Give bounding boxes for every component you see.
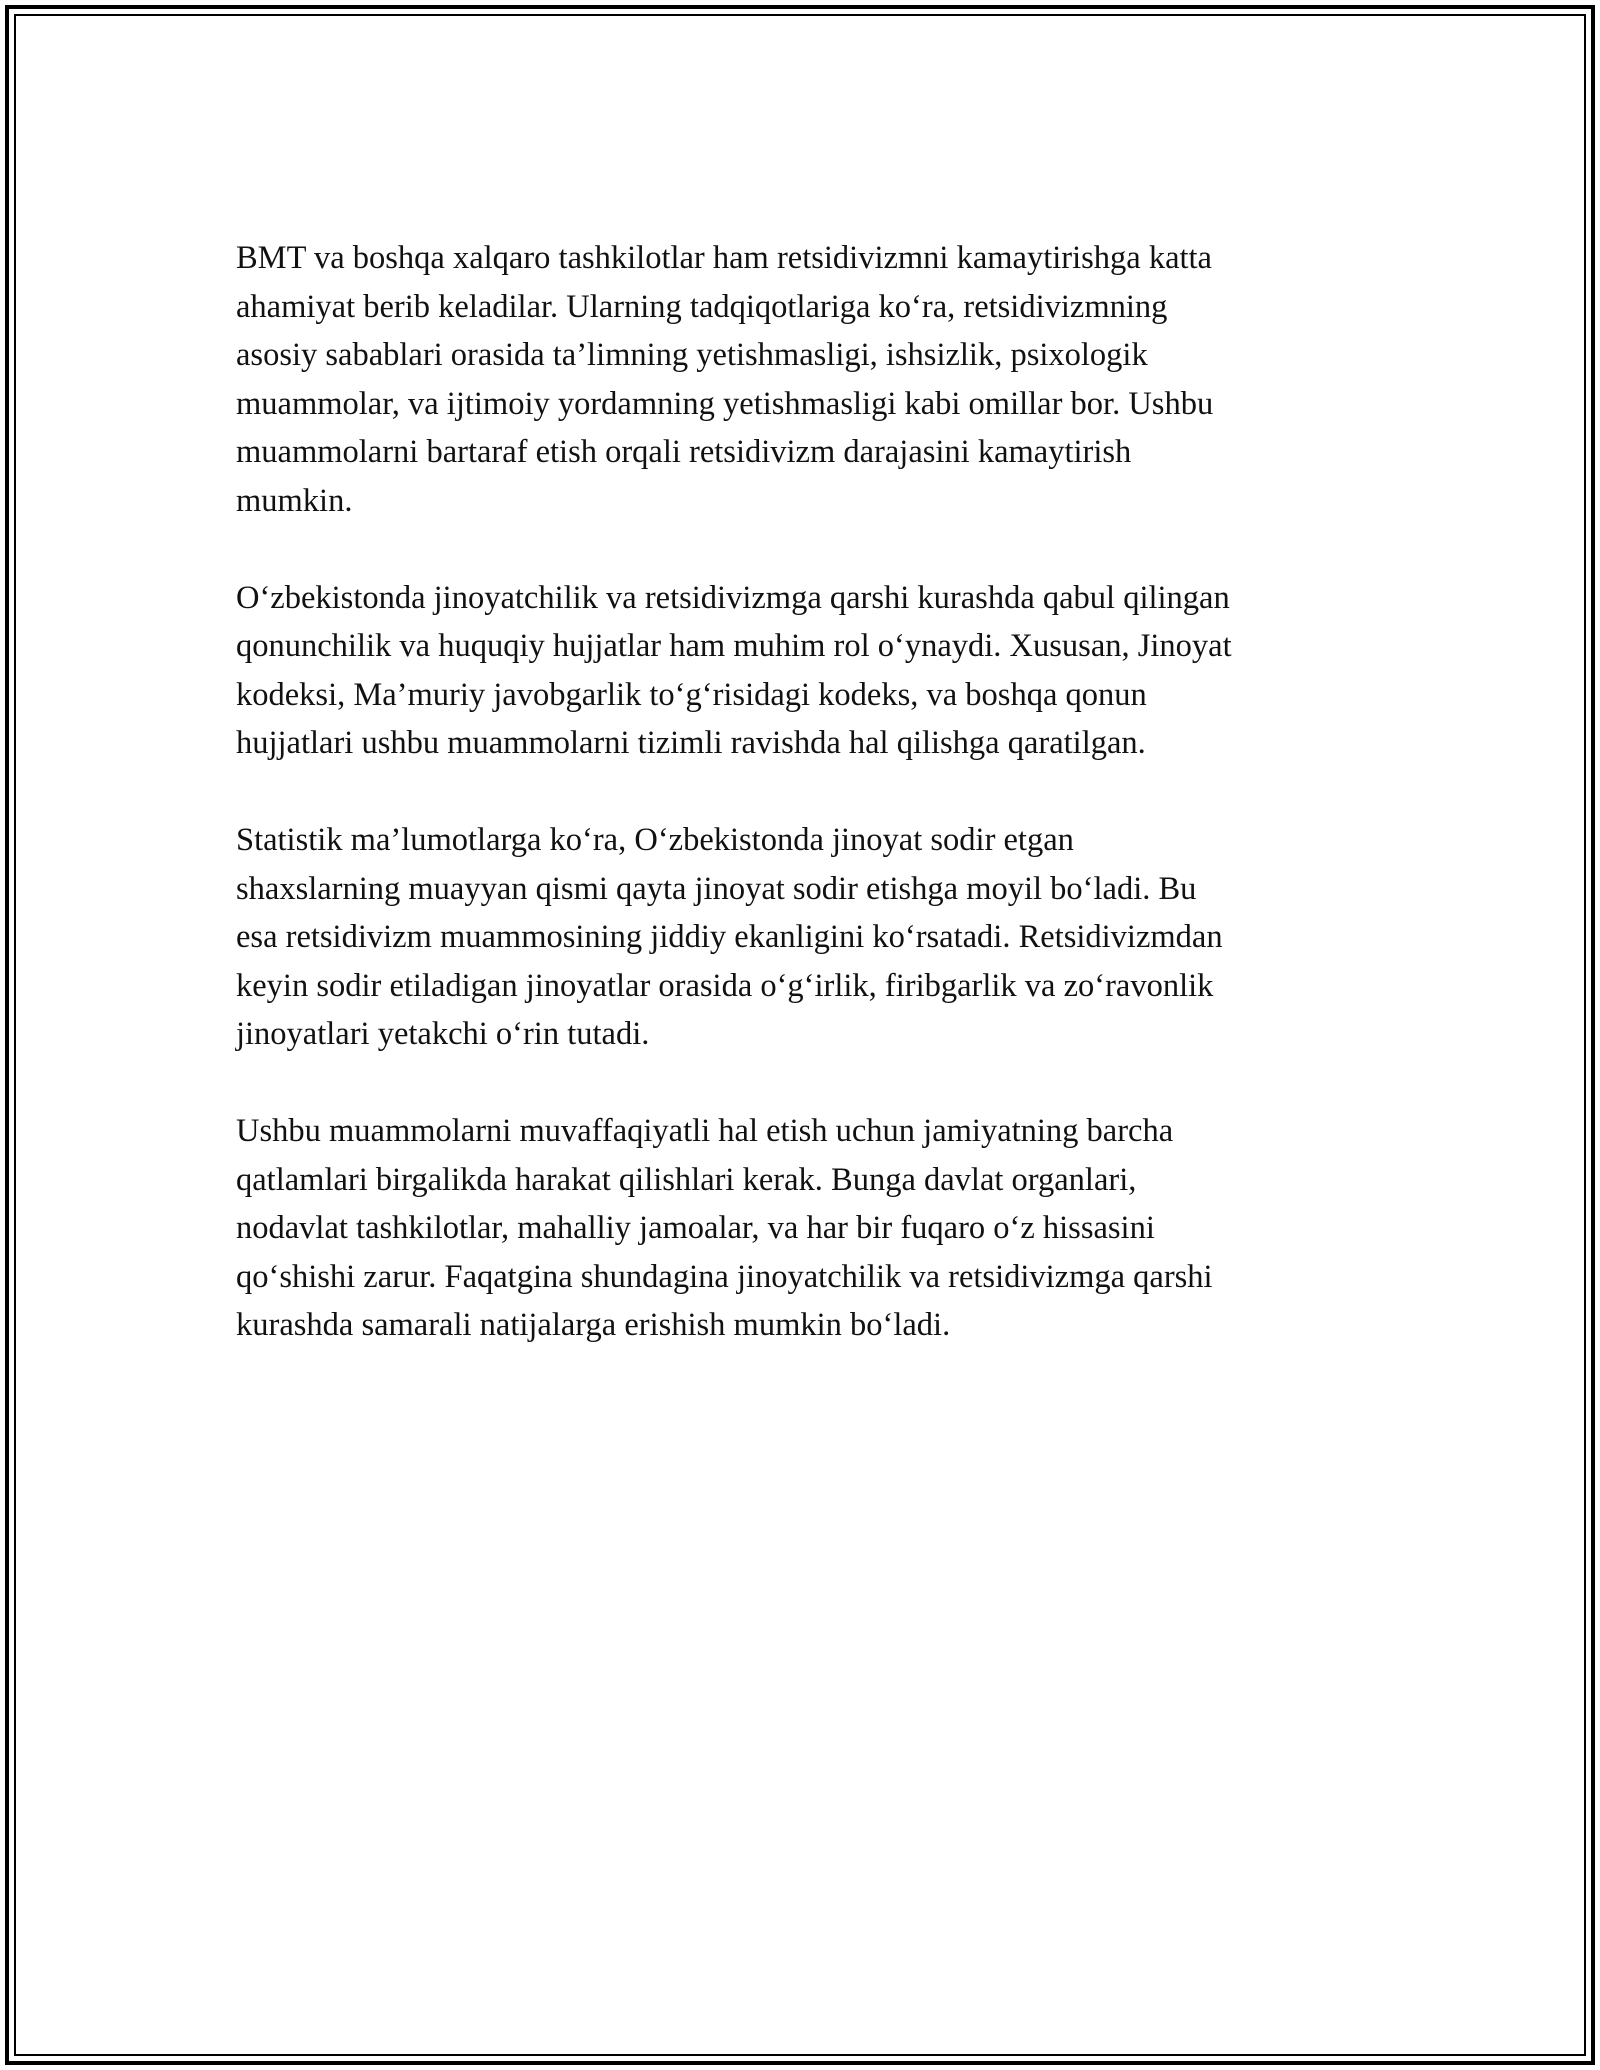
paragraph-legislation: O‘zbekistonda jinoyatchilik va retsidivizmga qarshi kurashda qabul qilingan qonunchilik va huquqiy hujjatlar ham muhim rol o‘ynaydi. Xususan, Jinoyat kodeksi, Ma’muriy javobgarlik to‘g‘risidagi kodeks, va boshqa qonun hujjatlari ushbu muammolarni tizimli ravishda hal qilishga qaratilgan. (236, 579, 1232, 761)
paragraph-society-cooperation: Ushbu muammolarni muvaffaqiyatli hal etish uchun jamiyatning barcha qatlamlari birgalikda harakat qilishlari kerak. Bunga davlat organlari, nodavlat tashkilotlar, mahalliy jamoalar, va har bir fuqaro o‘z hissasini qo‘shishi zarur. Faqatgina shundagina jinoyatchilik va retsidivizmga qarshi kurashda samarali natijalarga erishish mumkin bo‘ladi. (236, 1113, 1213, 1343)
paragraph-statistics: Statistik ma’lumotlarga ko‘ra, O‘zbekistonda jinoyat sodir etgan shaxslarning muayyan qismi qayta jinoyat sodir etishga moyil bo‘ladi. Bu esa retsidivizm muammosining jiddiy ekanligini ko‘rsatadi. Retsidivizmdan keyin sodir etiladigan jinoyatlar orasida o‘g‘irlik, firibgarlik va zo‘ravonlik jinoyatlari yetakchi o‘rin tutadi. (236, 822, 1223, 1052)
document-body (236, 234, 1366, 1398)
paragraph-recidivism-international: BMT va boshqa xalqaro tashkilotlar ham retsidivizmni kamaytirishga katta ahamiyat berib keladilar. Ularning tadqiqotlariga ko‘ra, retsidivizmning asosiy sabablari orasida ta’limning yetishmasligi, ishsizlik, psixologik muammolar, va ijtimoiy yordamning yetishmasligi kabi omillar bor. Ushbu muammolarni bartaraf etish orqali retsidivizm darajasini kamaytirish mumkin. (236, 240, 1214, 519)
